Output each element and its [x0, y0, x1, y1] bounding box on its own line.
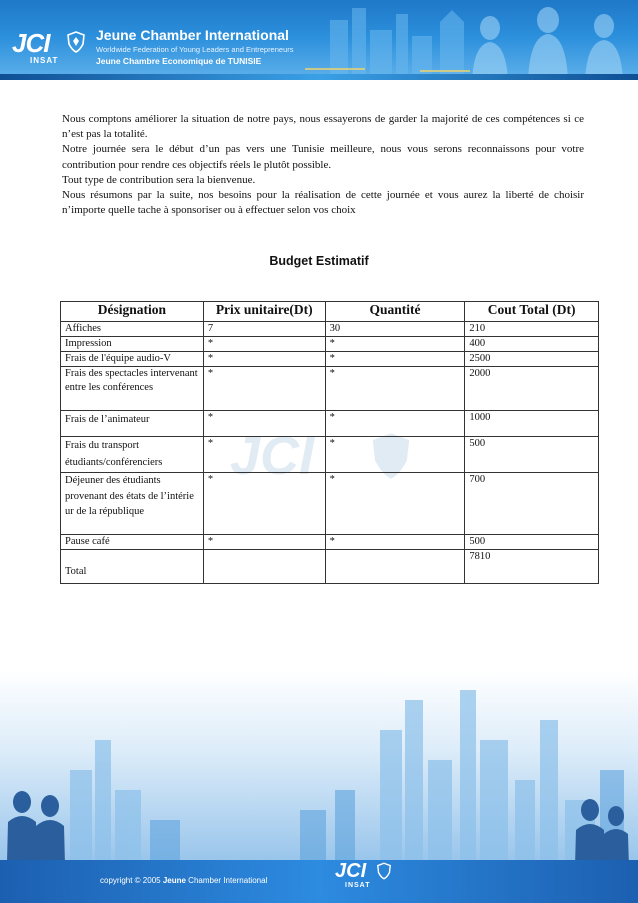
header-quantite: Quantité: [325, 302, 465, 322]
cell-designation: Frais du transport étudiants/conférenciers: [61, 437, 204, 473]
cell-total: 500: [465, 437, 599, 473]
cell-designation: Déjeuner des étudiants provenant des états de l’intérie ur de la république: [61, 473, 204, 535]
table-row: [61, 411, 599, 437]
cell-total: 2500: [465, 352, 599, 367]
table-header-row: [61, 302, 599, 322]
header-designation: Désignation: [61, 302, 204, 322]
cell-prix: *: [203, 437, 325, 473]
cell-quantite: *: [325, 367, 465, 411]
cell-empty: [325, 550, 465, 584]
cell-prix: *: [203, 473, 325, 535]
footer-jci-logo: [335, 860, 405, 900]
cell-quantite: *: [325, 473, 465, 535]
table-row: [61, 322, 599, 337]
copyright-bold: Jeune: [162, 876, 186, 885]
shield-icon: [67, 31, 85, 53]
header-total: Cout Total (Dt): [465, 302, 599, 322]
cell-quantite: *: [325, 535, 465, 550]
table-row: [61, 535, 599, 550]
intro-paragraph: Notre journée sera le début d’un pas vers une Tunisie meilleure, nous vous serons reconnaissons pour votre contribution pour rendre ces objectifs réels le plutôt possible.: [62, 143, 584, 171]
cell-total: 1000: [465, 411, 599, 437]
cell-total: 500: [465, 535, 599, 550]
table-row: [61, 352, 599, 367]
header-subtitle-2: Jeune Chambre Economique de TUNISIE: [96, 56, 262, 66]
cell-quantite: *: [325, 352, 465, 367]
cell-total: 400: [465, 337, 599, 352]
header-prix: Prix unitaire(Dt): [203, 302, 325, 322]
city-people-graphic: [0, 670, 638, 903]
shield-icon: [377, 862, 391, 880]
copyright-suffix: Chamber International: [185, 876, 268, 885]
cell-total: 210: [465, 322, 599, 337]
watermark-text: JCI: [230, 426, 315, 486]
copyright-text: [100, 876, 267, 885]
header-subtitle: Worldwide Federation of Young Leaders and Entrepreneurs: [96, 45, 294, 54]
cell-prix: *: [203, 367, 325, 411]
cell-designation: Affiches: [61, 322, 204, 337]
cell-total: 2000: [465, 367, 599, 411]
cell-empty: [203, 550, 325, 584]
cell-prix: *: [203, 411, 325, 437]
budget-title: Budget Estimatif: [269, 254, 369, 268]
cell-total: 700: [465, 473, 599, 535]
intro-paragraph: Nous comptons améliorer la situation de notre pays, nous essayerons de garder la majorité de ces compétences si ce n’est pas la totalité.: [62, 113, 584, 141]
footer-logo-text: JCI: [335, 860, 367, 882]
table-row: [61, 437, 599, 473]
total-value: 7810: [465, 550, 599, 584]
footer-graphic: [0, 670, 638, 903]
jci-logo: [12, 28, 90, 68]
cell-designation: Frais de l’animateur: [61, 411, 204, 437]
cell-quantite: *: [325, 411, 465, 437]
cell-designation: Frais des spectacles intervenant entre les conférences: [61, 367, 204, 411]
cell-prix: *: [203, 352, 325, 367]
cell-quantite: *: [325, 337, 465, 352]
header-bottom-band: [0, 74, 638, 80]
footer-logo-sub: INSAT: [345, 882, 371, 889]
intro-paragraph: Nous résumons par la suite, nos besoins pour la réalisation de cette journée et vous aurez la liberté de choisir n’importe quelle tache à sponsoriser ou à effectuer selon vos choix: [62, 189, 584, 217]
intro-text: [62, 112, 584, 218]
header-banner: [0, 0, 638, 80]
cell-prix: *: [203, 535, 325, 550]
table-row: [61, 473, 599, 535]
logo-text: JCI: [12, 28, 50, 58]
total-row: [61, 550, 599, 584]
intro-paragraph: Tout type de contribution sera la bienvenue.: [62, 173, 256, 186]
cell-prix: 7: [203, 322, 325, 337]
cell-quantite: *: [325, 437, 465, 473]
table-row: [61, 337, 599, 352]
logo-sub: INSAT: [30, 56, 59, 65]
cell-designation: Pause café: [61, 535, 204, 550]
copyright-prefix: copyright © 2005: [100, 876, 163, 885]
budget-table: [60, 301, 599, 584]
header-title: Jeune Chamber International: [96, 27, 289, 43]
cell-prix: *: [203, 337, 325, 352]
cell-designation: Impression: [61, 337, 204, 352]
table-row: [61, 367, 599, 411]
cell-designation: Frais de l'équipe audio-V: [61, 352, 204, 367]
cell-quantite: 30: [325, 322, 465, 337]
total-label: Total: [61, 550, 204, 584]
